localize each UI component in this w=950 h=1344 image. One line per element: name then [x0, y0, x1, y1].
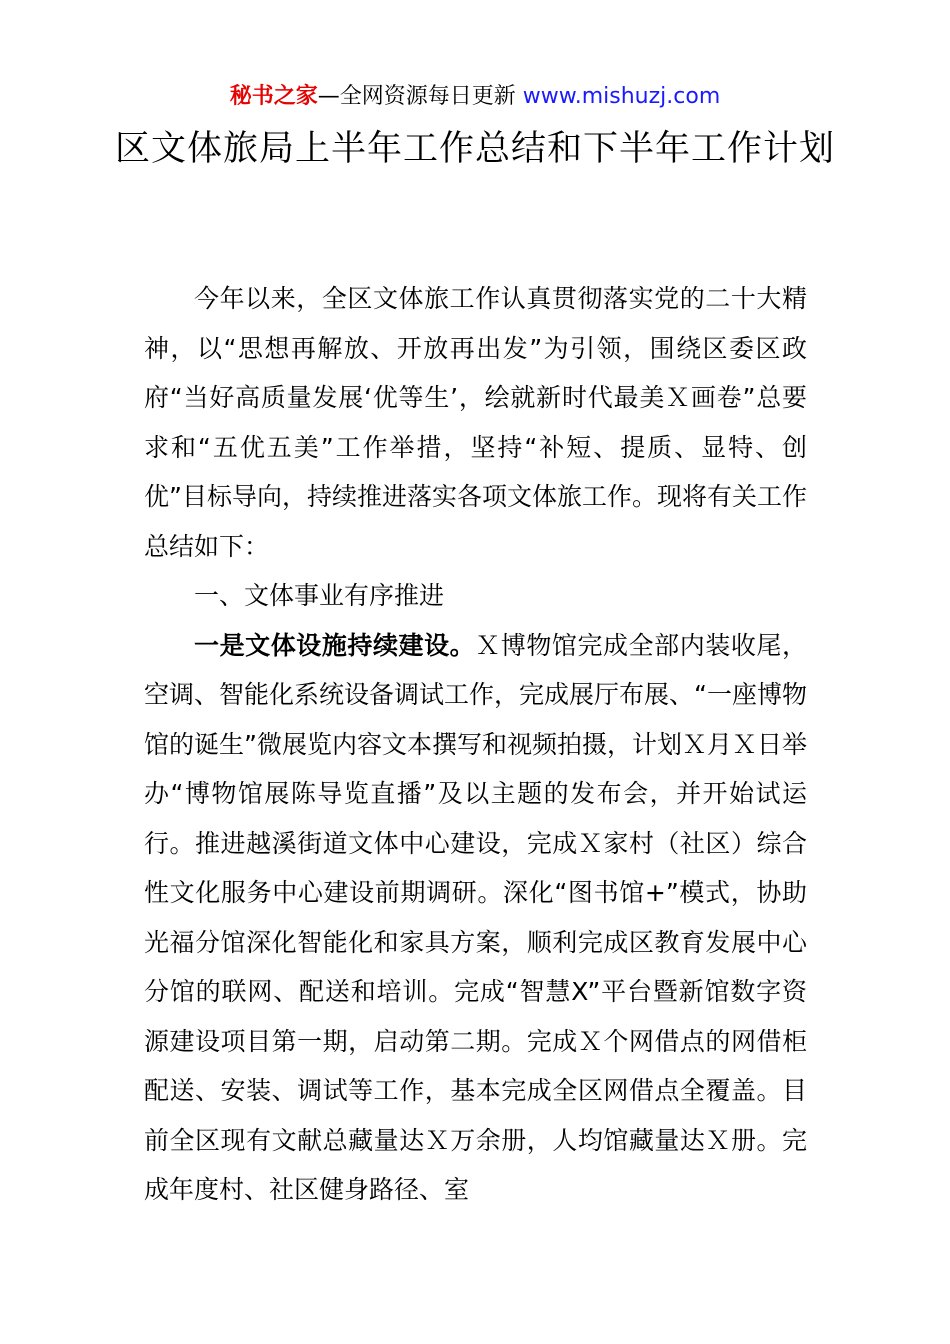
site-url-link[interactable]: www.mishuzj.com	[522, 84, 721, 109]
section-heading: 一、文体事业有序推进	[194, 581, 445, 610]
document-title: 区文体旅局上半年工作总结和下半年工作计划	[114, 129, 835, 169]
paragraph-text: Ｘ博物馆完成全部内装收尾，空调、智能化系统设备调试工作，完成展厅布展、“一座博物馆的诞生”微展览内容文本撰写和视频拍摄，计划Ｘ月Ｘ日举办“博物馆展陈导览直播”及以主题的发布会，并开始试运行。推进越溪街道文体中心建设，完成Ｘ家村（社区）综合性文化服务中心建设前期调研。深化“图书馆+”模式，协助光福分馆深化智能化和家具方案，顺利完成区教育发展中心分馆的联网、配送和培训。完成“智慧X”平台暨新馆数字资源建设项目第一期，启动第二期。完成Ｘ个网借点的网借柜配送、安装、调试等工作，基本完成全区网借点全覆盖。目前全区现有文献总藏量达Ｘ万余册，人均馆藏量达Ｘ册。完成年度村、社区健身路径、室	[144, 630, 807, 1204]
document-body	[144, 274, 807, 1215]
site-tagline: —全网资源每日更新	[317, 84, 516, 109]
paragraph-lead: 一是文体设施持续建设。	[194, 630, 476, 660]
intro-paragraph: 今年以来，全区文体旅工作认真贯彻落实党的二十大精神，以“思想再解放、开放再出发”为引领，围绕区委区政府“当好高质量发展‘优等生’，绘就新时代最美Ｘ画卷”总要求和“五优五美”工作举措，坚持“补短、提质、显特、创优”目标导向，持续推进落实各项文体旅工作。现将有关工作总结如下：	[144, 284, 807, 561]
site-brand: 秘书之家	[229, 84, 318, 109]
section-paragraph	[144, 621, 807, 1215]
site-header	[0, 80, 950, 114]
